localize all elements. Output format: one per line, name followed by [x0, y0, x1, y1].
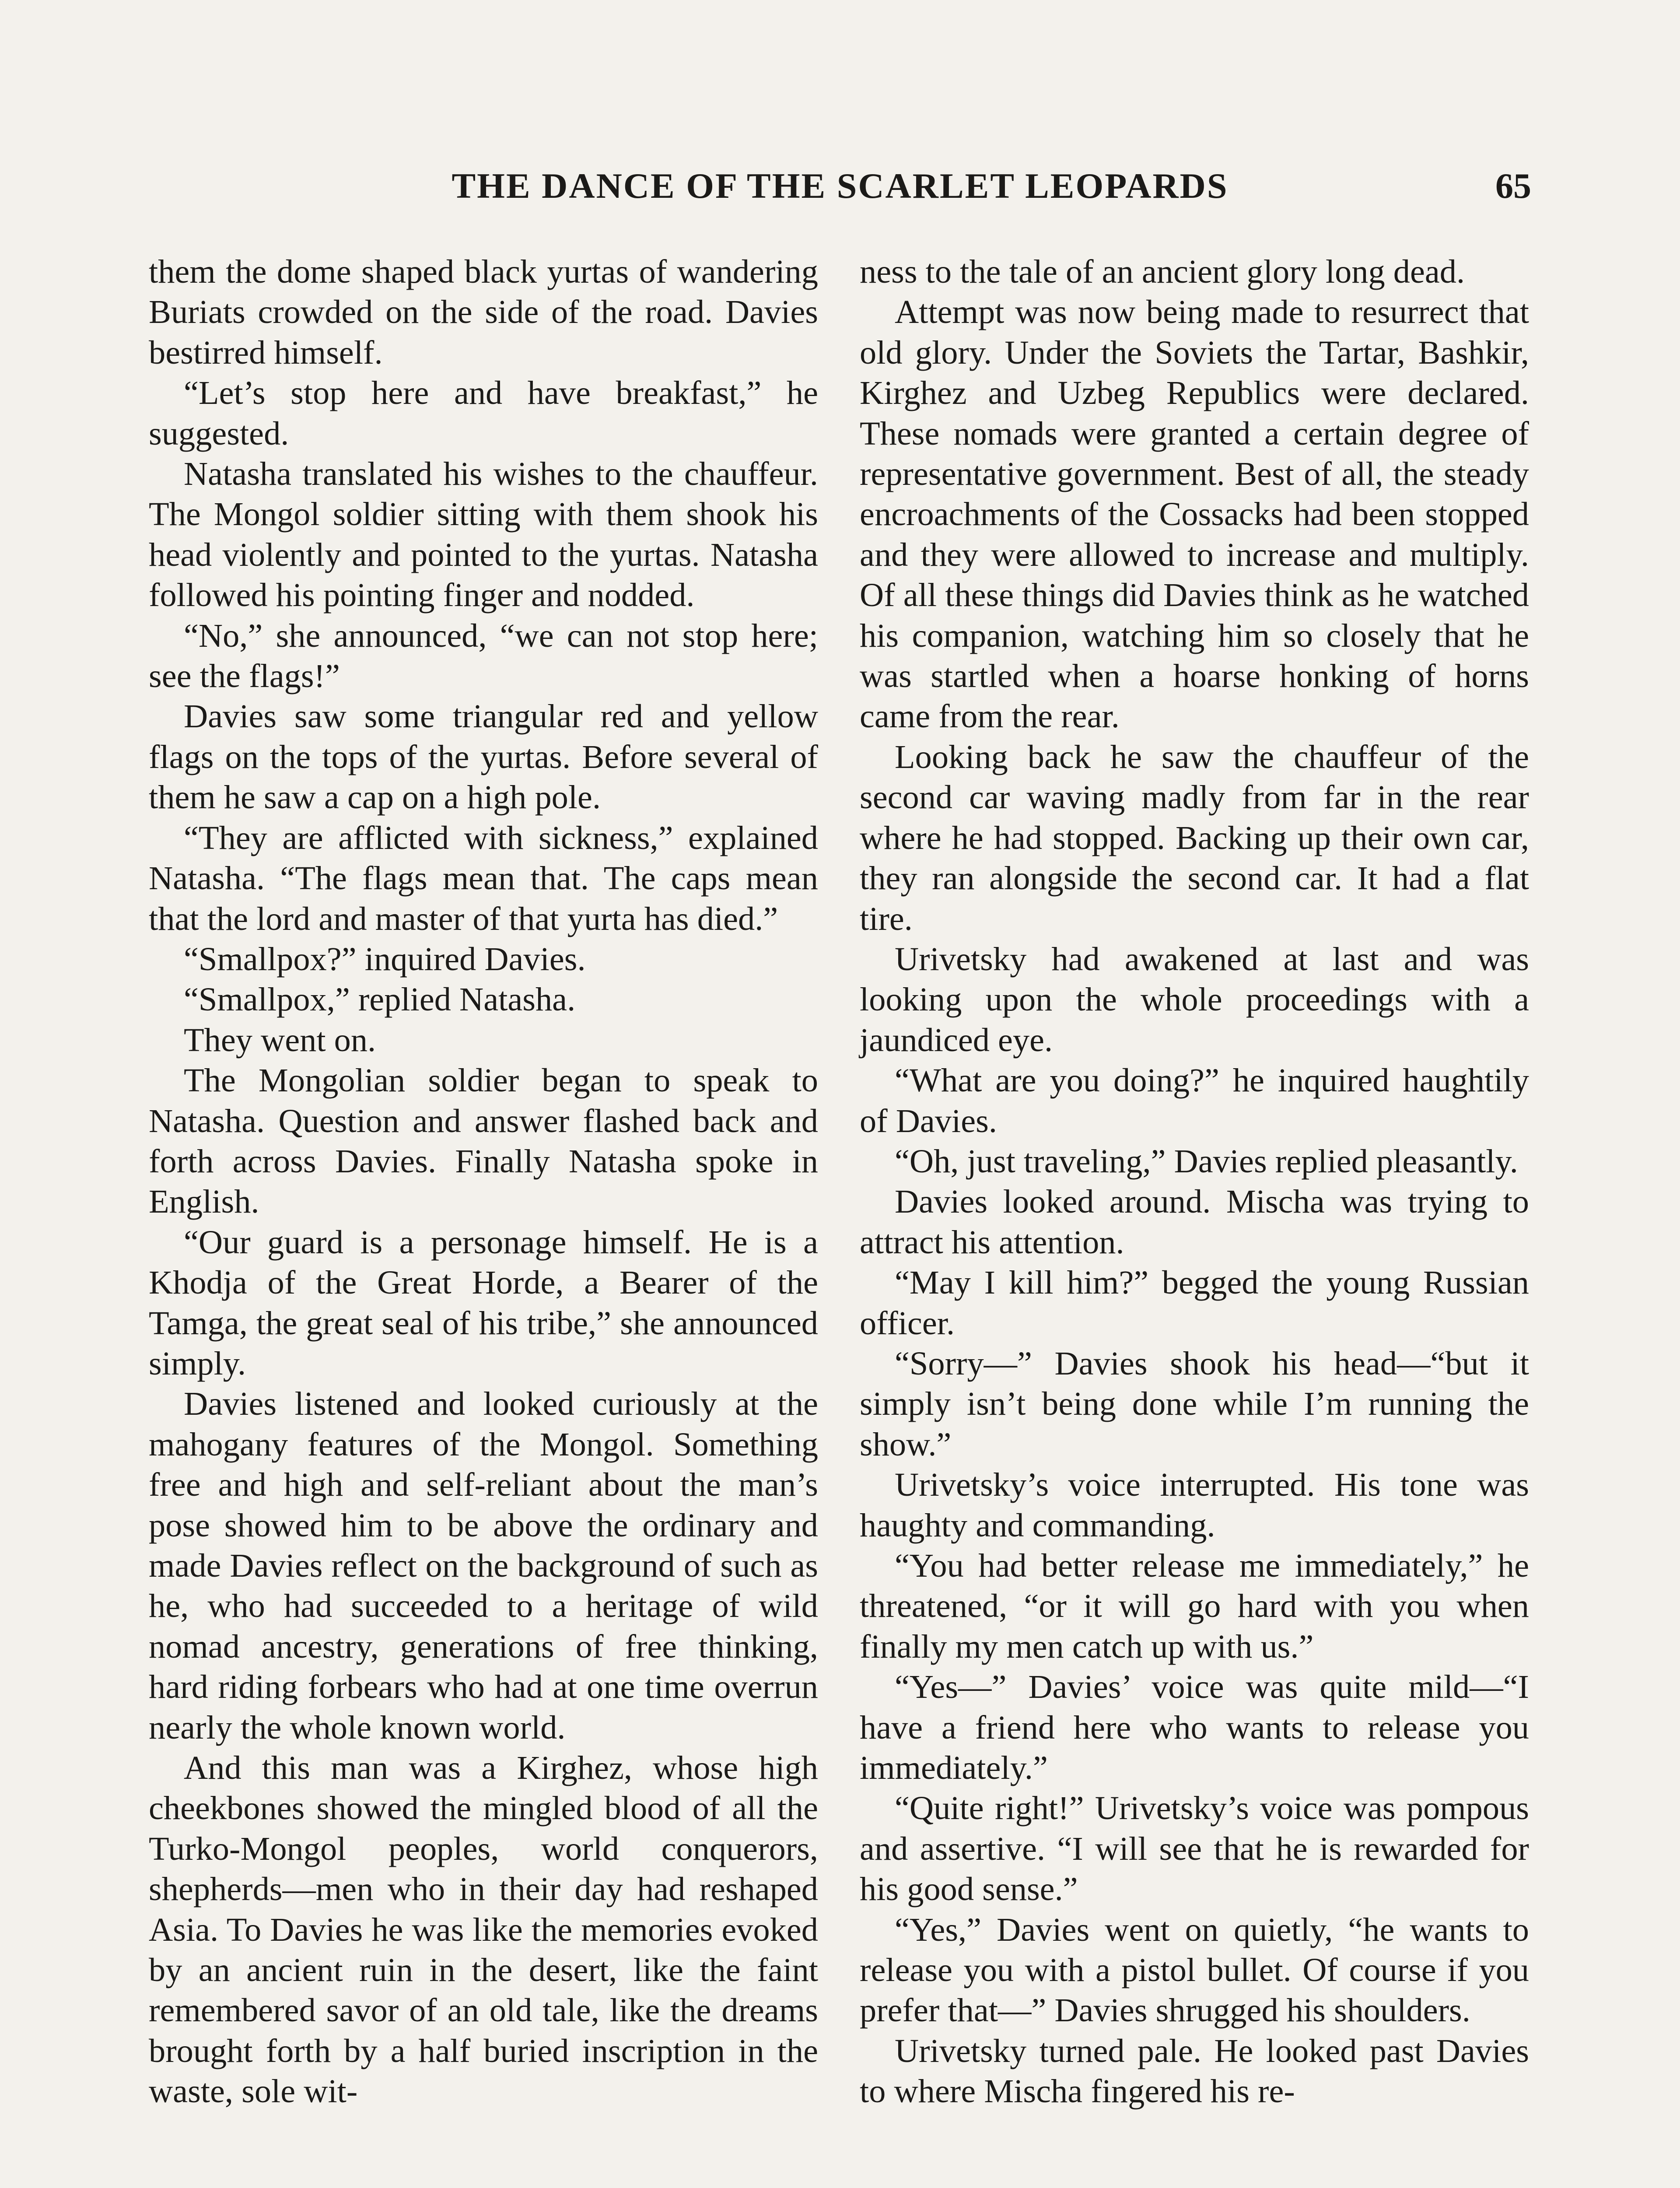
- paragraph: “May I kill him?” begged the young Russian officer.: [860, 1264, 1529, 1342]
- paragraph: “Oh, just traveling,” Davies replied pleasantly.: [895, 1142, 1518, 1180]
- paragraph: Looking back he saw the chauffeur of the second car waving madly from far in the rear where he had stopped. Backing up their own car, they ran alongside the second car. It had a flat tire.: [860, 738, 1529, 937]
- paragraph: Davies looked around. Mischa was trying to attract his attention.: [860, 1183, 1529, 1261]
- paragraph: “Yes,” Davies went on quietly, “he wants to release you with a pistol bullet. Of course if you prefer that—” Davies shrugged his shoulders.: [860, 1911, 1529, 2029]
- paragraph: “You had better release me immediately,” he threatened, “or it will go hard with you when finally my men catch up with us.”: [860, 1547, 1529, 1665]
- paragraph: “Sorry—” Davies shook his head—“but it simply isn’t being done while I’m running the show.”: [860, 1344, 1529, 1463]
- paragraph: them the dome shaped black yurtas of wandering Buriats crowded on the side of the road. Davies bestirred himself.: [149, 253, 818, 371]
- paragraph: “No,” she announced, “we can not stop here; see the flags!”: [149, 617, 818, 695]
- running-title: THE DANCE OF THE SCARLET LEOPARDS: [452, 166, 1228, 206]
- paragraph: The Mongolian soldier began to speak to Natasha. Question and answer flashed back and forth across Davies. Finally Natasha spoke in English.: [149, 1062, 818, 1220]
- paragraph: Urivetsky had awakened at last and was looking upon the whole proceedings with a jaundiced eye.: [860, 940, 1529, 1059]
- paragraph: ness to the tale of an ancient glory long dead.: [860, 253, 1465, 290]
- paragraph: “Our guard is a personage himself. He is a Khodja of the Great Horde, a Bearer of the Tamga, the great seal of his tribe,” she announced simply.: [149, 1223, 818, 1382]
- paragraph: Davies saw some triangular red and yellow flags on the tops of the yurtas. Before several of them he saw a cap on a high pole.: [149, 698, 818, 816]
- paragraph: They went on.: [184, 1021, 376, 1059]
- left-text-column: [149, 252, 818, 2112]
- running-head: [149, 162, 1531, 210]
- paragraph: Natasha translated his wishes to the chauffeur. The Mongol soldier sitting with them shook his head violently and pointed to the yurtas. Natasha followed his pointing finger and nodded.: [149, 455, 818, 614]
- paragraph: And this man was a Kirghez, whose high cheekbones showed the mingled blood of all the Turko-Mongol peoples, world conquerors, shepherds—men who in their day had reshaped Asia. To Davies he was like the memories evoked by an ancient ruin in the desert, like the faint remembered savor of an old tale, like the dreams brought forth by a half buried inscription in the waste, sole wit-: [149, 1749, 818, 2110]
- paragraph: “Yes—” Davies’ voice was quite mild—“I have a friend here who wants to release you immediately.”: [860, 1668, 1529, 1787]
- paragraph: Davies listened and looked curiously at the mahogany features of the Mongol. Something free and high and self-reliant about the man’s pose showed him to be above the ordinary and made Davies reflect on the background of such as he, who had succeeded to a heritage of wild nomad ancestry, generations of free thinking, hard riding forbears who had at one time overrun nearly the whole known world.: [149, 1385, 818, 1746]
- page-number: 65: [1495, 166, 1531, 206]
- paragraph: “Smallpox?” inquired Davies.: [184, 940, 586, 978]
- paragraph: “Quite right!” Urivetsky’s voice was pompous and assertive. “I will see that he is rewarded for his good sense.”: [860, 1789, 1529, 1908]
- paragraph: Attempt was now being made to resurrect that old glory. Under the Soviets the Tartar, Bashkir, Kirghez and Uzbeg Republics were declared. These nomads were granted a certain degree of representative government. Best of all, the steady encroachments of the Cossacks had been stopped and they were allowed to increase and multiply. Of all these things did Davies think as he watched his companion, watching him so closely that he was startled when a hoarse honking of horns came from the rear.: [860, 293, 1529, 735]
- paragraph: Urivetsky’s voice interrupted. His tone was haughty and commanding.: [860, 1466, 1529, 1544]
- paragraph: “Let’s stop here and have breakfast,” he suggested.: [149, 374, 818, 452]
- paragraph: “What are you doing?” he inquired haughtily of Davies.: [860, 1062, 1529, 1140]
- paragraph: Urivetsky turned pale. He looked past Davies to where Mischa fingered his re-: [860, 2032, 1529, 2110]
- right-text-column: [860, 252, 1529, 2112]
- paragraph: “They are afflicted with sickness,” explained Natasha. “The flags mean that. The caps mean that the lord and master of that yurta has died.”: [149, 819, 818, 937]
- paragraph: “Smallpox,” replied Natasha.: [184, 981, 576, 1018]
